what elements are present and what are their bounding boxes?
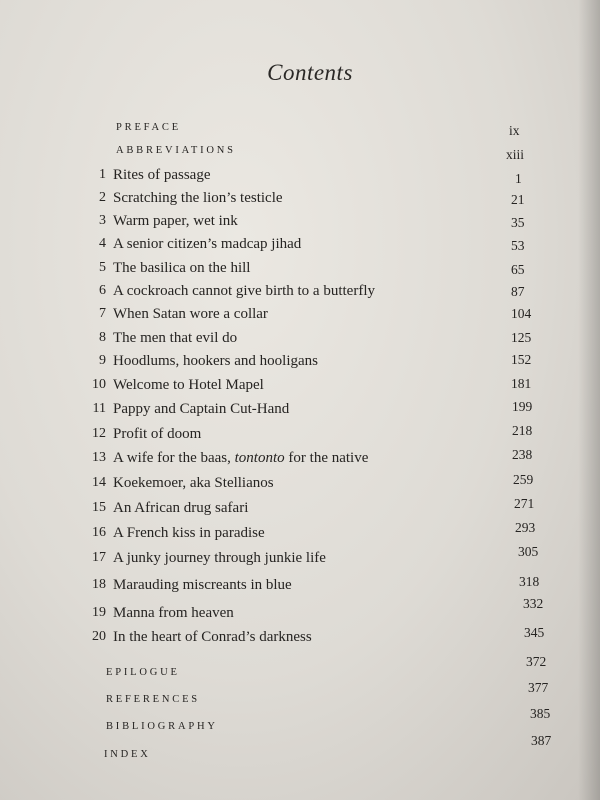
toc-chapter-title: A cockroach cannot give birth to a butterfly xyxy=(113,283,375,299)
toc-chapter-title: When Satan wore a collar xyxy=(113,306,268,322)
toc-page-number: 181 xyxy=(511,376,532,391)
toc-back-label: INDEX xyxy=(104,749,151,760)
toc-page-number: 35 xyxy=(511,215,525,230)
toc-chapter-number: 6 xyxy=(99,283,106,298)
toc-chapter-number: 20 xyxy=(92,629,106,644)
toc-chapter-title: Manna from heaven xyxy=(113,605,234,621)
toc-chapter-row xyxy=(0,187,600,209)
toc-page-number: 65 xyxy=(511,262,525,277)
toc-page-number: 385 xyxy=(530,706,551,721)
toc-page-number: 104 xyxy=(511,306,532,321)
toc-page-number: 259 xyxy=(513,472,534,487)
toc-chapter-title: Marauding miscreants in blue xyxy=(113,577,292,593)
toc-chapter-row xyxy=(0,472,600,494)
toc-page-number: ix xyxy=(509,123,520,138)
toc-chapter-title: The men that evil do xyxy=(113,330,238,346)
toc-back-row-bibliography xyxy=(0,706,600,738)
toc-chapter-title: A junky journey through junkie life xyxy=(113,550,326,566)
toc-front-label: PREFACE xyxy=(116,122,181,133)
toc-chapter-number: 13 xyxy=(92,450,106,465)
toc-page-number: 53 xyxy=(511,238,525,253)
toc-chapter-row xyxy=(0,447,600,469)
toc-chapter-number: 1 xyxy=(99,167,106,182)
toc-page-number: 387 xyxy=(531,733,552,748)
toc-chapter-row xyxy=(0,257,600,279)
toc-page-number: 21 xyxy=(511,192,525,207)
toc-chapter-number: 3 xyxy=(99,213,106,228)
toc-chapter-title: A senior citizen’s madcap jihad xyxy=(113,236,302,252)
toc-chapter-row xyxy=(0,544,600,569)
toc-chapter-row xyxy=(0,280,600,302)
toc-chapter-number: 9 xyxy=(99,353,106,368)
toc-chapter-number: 8 xyxy=(99,330,106,345)
toc-page-number: xiii xyxy=(506,147,525,162)
toc-chapter-row xyxy=(0,497,600,519)
toc-page-number: 271 xyxy=(514,496,535,511)
toc-back-row-index xyxy=(0,733,600,766)
toc-chapter-title: Rites of passage xyxy=(113,167,211,183)
toc-chapter-number: 15 xyxy=(92,500,106,515)
toc-back-label: REFERENCES xyxy=(106,694,200,705)
toc-chapter-row xyxy=(0,374,600,396)
toc-back-row-epilogue xyxy=(0,654,600,684)
toc-title-text: for the native xyxy=(284,450,369,466)
toc-back-label: BIBLIOGRAPHY xyxy=(106,721,218,732)
toc-chapter-title: Profit of doom xyxy=(113,426,202,442)
toc-chapter-number: 4 xyxy=(99,236,106,251)
toc-chapter-number: 7 xyxy=(99,306,106,321)
toc-page-number: 293 xyxy=(515,520,536,535)
toc-chapter-title: Hoodlums, hookers and hooligans xyxy=(113,353,318,369)
toc-page-number: 1 xyxy=(515,171,522,186)
toc-chapter-title: Warm paper, wet ink xyxy=(113,213,238,229)
toc-page-number: 152 xyxy=(511,352,532,367)
toc-chapter-title: Koekemoer, aka Stellianos xyxy=(113,475,274,491)
toc-page-number: 238 xyxy=(512,447,533,462)
toc-chapter-number: 11 xyxy=(92,401,106,416)
toc-chapter-title: A French kiss in paradise xyxy=(113,525,265,541)
toc-chapter-row xyxy=(0,398,600,420)
toc-front-label: ABBREVIATIONS xyxy=(116,145,236,156)
toc-chapter-row xyxy=(0,350,600,372)
toc-chapter-row xyxy=(0,423,600,445)
toc-chapter-title xyxy=(113,447,368,469)
toc-page-number: 305 xyxy=(518,544,539,559)
toc-chapter-row xyxy=(0,210,600,232)
toc-page-number: 87 xyxy=(511,284,525,299)
toc-page-number: 218 xyxy=(512,423,533,438)
toc-chapter-number: 12 xyxy=(92,426,106,441)
toc-chapter-number: 17 xyxy=(92,550,106,565)
toc-front-row-abbreviations xyxy=(0,140,600,162)
toc-chapter-row xyxy=(0,596,600,624)
page-title: Contents xyxy=(267,60,353,85)
toc-chapter-number: 16 xyxy=(92,525,106,540)
toc-page-number: 318 xyxy=(519,574,540,589)
toc-chapter-title: The basilica on the hill xyxy=(113,260,251,276)
toc-chapter-title: Pappy and Captain Cut-Hand xyxy=(113,401,290,417)
toc-chapter-number: 5 xyxy=(99,260,106,275)
toc-back-row-references xyxy=(0,680,600,711)
toc-front-row-preface xyxy=(0,117,600,139)
toc-chapter-title: Welcome to Hotel Mapel xyxy=(113,377,264,393)
toc-title-text: A wife for the baas, xyxy=(113,450,235,466)
toc-chapter-row xyxy=(0,327,600,349)
toc-title-italic: tontonto xyxy=(234,450,285,466)
toc-chapter-number: 14 xyxy=(92,475,106,490)
toc-page-number: 125 xyxy=(511,330,532,345)
toc-chapter-row xyxy=(0,626,600,648)
toc-chapter-number: 10 xyxy=(92,377,106,392)
toc-chapter-row xyxy=(0,522,600,544)
toc-chapter-row xyxy=(0,574,600,596)
toc-chapter-row xyxy=(0,164,600,186)
toc-page-number: 372 xyxy=(526,654,547,669)
toc-chapter-row xyxy=(0,303,600,325)
toc-chapter-number: 2 xyxy=(99,190,106,205)
toc-chapter-number: 18 xyxy=(92,577,106,592)
toc-chapter-title: In the heart of Conrad’s darkness xyxy=(113,629,312,645)
toc-page-number: 199 xyxy=(512,399,533,414)
toc-chapter-row xyxy=(0,233,600,255)
toc-page-number: 377 xyxy=(528,680,549,695)
toc-chapter-number: 19 xyxy=(92,605,106,620)
toc-back-label: EPILOGUE xyxy=(106,667,180,678)
toc-page-number: 345 xyxy=(524,625,545,640)
toc-chapter-title: Scratching the lion’s testicle xyxy=(113,190,283,206)
toc-page-number: 332 xyxy=(523,596,544,611)
toc-chapter-title: An African drug safari xyxy=(113,500,249,516)
